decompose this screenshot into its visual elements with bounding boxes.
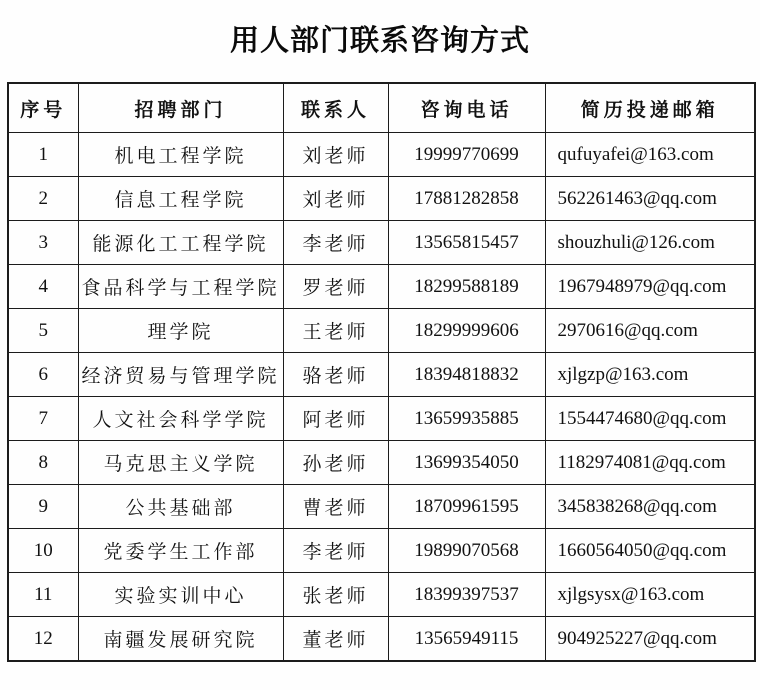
phone-cell: 13699354050 bbox=[388, 441, 545, 485]
contact-person-cell: 李老师 bbox=[283, 529, 388, 573]
department-cell: 理学院 bbox=[78, 309, 283, 353]
header-consultation-phone: 咨询电话 bbox=[388, 83, 545, 133]
contact-person-cell: 骆老师 bbox=[283, 353, 388, 397]
contact-person-cell: 刘老师 bbox=[283, 133, 388, 177]
email-cell: 1554474680@qq.com bbox=[545, 397, 755, 441]
phone-cell: 18299999606 bbox=[388, 309, 545, 353]
email-cell: xjlgsysx@163.com bbox=[545, 573, 755, 617]
email-cell: 2970616@qq.com bbox=[545, 309, 755, 353]
email-cell: 1967948979@qq.com bbox=[545, 265, 755, 309]
contact-person-cell: 曹老师 bbox=[283, 485, 388, 529]
contact-person-cell: 阿老师 bbox=[283, 397, 388, 441]
department-cell: 南疆发展研究院 bbox=[78, 617, 283, 662]
serial-cell: 3 bbox=[8, 221, 78, 265]
contact-person-cell: 董老师 bbox=[283, 617, 388, 662]
header-resume-email: 简历投递邮箱 bbox=[545, 83, 755, 133]
department-cell: 信息工程学院 bbox=[78, 177, 283, 221]
email-cell: 904925227@qq.com bbox=[545, 617, 755, 662]
department-cell: 能源化工工程学院 bbox=[78, 221, 283, 265]
serial-cell: 1 bbox=[8, 133, 78, 177]
table-row bbox=[8, 397, 755, 441]
table-header-row bbox=[8, 83, 755, 133]
email-cell: 1182974081@qq.com bbox=[545, 441, 755, 485]
table-row bbox=[8, 353, 755, 397]
table-row bbox=[8, 309, 755, 353]
serial-cell: 12 bbox=[8, 617, 78, 662]
phone-cell: 18399397537 bbox=[388, 573, 545, 617]
email-cell: 345838268@qq.com bbox=[545, 485, 755, 529]
email-cell: shouzhuli@126.com bbox=[545, 221, 755, 265]
serial-cell: 9 bbox=[8, 485, 78, 529]
phone-cell: 19899070568 bbox=[388, 529, 545, 573]
table-row bbox=[8, 177, 755, 221]
department-cell: 食品科学与工程学院 bbox=[78, 265, 283, 309]
department-cell: 人文社会科学学院 bbox=[78, 397, 283, 441]
table-row bbox=[8, 441, 755, 485]
contact-person-cell: 李老师 bbox=[283, 221, 388, 265]
table-row bbox=[8, 265, 755, 309]
contact-person-cell: 刘老师 bbox=[283, 177, 388, 221]
header-contact-person: 联系人 bbox=[283, 83, 388, 133]
serial-cell: 6 bbox=[8, 353, 78, 397]
email-cell: xjlgzp@163.com bbox=[545, 353, 755, 397]
contact-person-cell: 王老师 bbox=[283, 309, 388, 353]
email-cell: qufuyafei@163.com bbox=[545, 133, 755, 177]
serial-cell: 10 bbox=[8, 529, 78, 573]
phone-cell: 17881282858 bbox=[388, 177, 545, 221]
phone-cell: 18394818832 bbox=[388, 353, 545, 397]
phone-cell: 13659935885 bbox=[388, 397, 545, 441]
phone-cell: 18709961595 bbox=[388, 485, 545, 529]
header-recruiting-department: 招聘部门 bbox=[78, 83, 283, 133]
contact-person-cell: 孙老师 bbox=[283, 441, 388, 485]
department-cell: 党委学生工作部 bbox=[78, 529, 283, 573]
department-cell: 马克思主义学院 bbox=[78, 441, 283, 485]
page-title: 用人部门联系咨询方式 bbox=[229, 25, 530, 57]
phone-cell: 19999770699 bbox=[388, 133, 545, 177]
table-row bbox=[8, 573, 755, 617]
table-row bbox=[8, 529, 755, 573]
department-cell: 机电工程学院 bbox=[78, 133, 283, 177]
serial-cell: 11 bbox=[8, 573, 78, 617]
department-cell: 实验实训中心 bbox=[78, 573, 283, 617]
contact-table bbox=[7, 82, 756, 662]
phone-cell: 13565949115 bbox=[388, 617, 545, 662]
department-cell: 公共基础部 bbox=[78, 485, 283, 529]
table-row bbox=[8, 485, 755, 529]
contact-person-cell: 张老师 bbox=[283, 573, 388, 617]
email-cell: 562261463@qq.com bbox=[545, 177, 755, 221]
table-row bbox=[8, 133, 755, 177]
serial-cell: 8 bbox=[8, 441, 78, 485]
table-body bbox=[8, 133, 755, 662]
email-cell: 1660564050@qq.com bbox=[545, 529, 755, 573]
table-row bbox=[8, 221, 755, 265]
header-serial-number: 序号 bbox=[8, 83, 78, 133]
serial-cell: 2 bbox=[8, 177, 78, 221]
phone-cell: 13565815457 bbox=[388, 221, 545, 265]
serial-cell: 5 bbox=[8, 309, 78, 353]
serial-cell: 4 bbox=[8, 265, 78, 309]
serial-cell: 7 bbox=[8, 397, 78, 441]
table-row bbox=[8, 617, 755, 662]
phone-cell: 18299588189 bbox=[388, 265, 545, 309]
contact-person-cell: 罗老师 bbox=[283, 265, 388, 309]
department-cell: 经济贸易与管理学院 bbox=[78, 353, 283, 397]
